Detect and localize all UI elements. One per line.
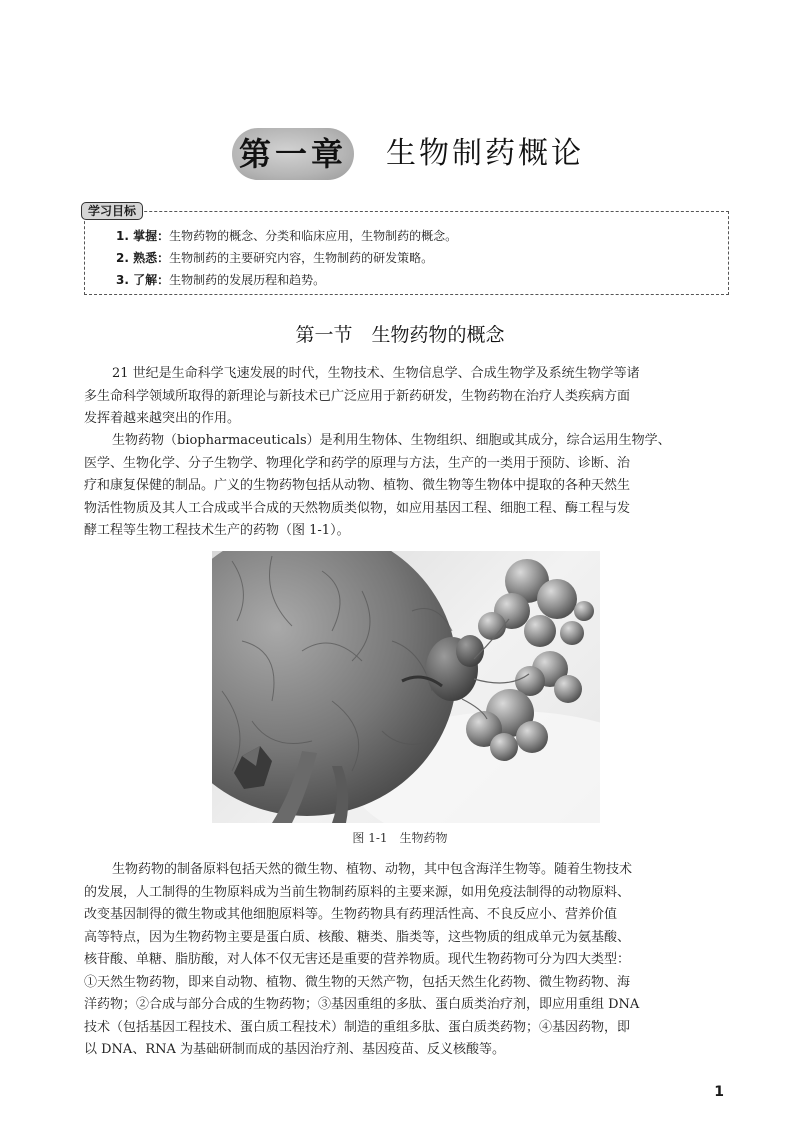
paragraph-line: 物活性物质及其人工合成或半合成的天然物质类似物，如应用基因工程、细胞工程、酶工程与发 — [84, 500, 631, 516]
objective-key: 1. 掌握： — [116, 229, 170, 243]
objective-key: 2. 熟悉： — [116, 251, 170, 265]
paragraph-line: 生物药物的制备原料包括天然的微生物、植物、动物，其中包含海洋生物等。随着生物技术 — [112, 862, 633, 877]
paragraph-1 — [84, 363, 729, 431]
section-title: 第一节 生物药物的概念 — [295, 324, 505, 346]
paragraph-line: 的发展，人工制得的生物原料成为当前生物制药原料的主要来源，如用免疫法制得的动物原料、 — [84, 884, 631, 900]
paragraph-line: 多生命科学领域所取得的新理论与新技术已广泛应用于新药研发，生物药物在治疗人类疾病方面 — [84, 388, 631, 404]
paragraph-2 — [84, 430, 729, 543]
objective-item — [116, 228, 457, 244]
paragraph-line: 酵工程等生物工程技术生产的药物（图 1-1）。 — [84, 523, 350, 538]
paragraph-line: 核苷酸、单糖、脂肪酸，对人体不仅无害还是重要的营养物质。现代生物药物可分为四大类型： — [84, 952, 631, 967]
objective-text: 生物制药的主要研究内容，生物制药的研发策略。 — [169, 251, 434, 265]
chapter-number: 第一章 — [232, 128, 354, 180]
objective-item — [116, 250, 433, 266]
objective-item — [116, 272, 325, 288]
figure-biopharmaceuticals-image — [212, 551, 600, 823]
paragraph-line: 发挥着越来越突出的作用。 — [84, 411, 241, 426]
learning-objectives-label: 学习目标 — [81, 202, 143, 220]
chapter-title: 生物制药概论 — [386, 136, 584, 171]
paragraph-line: 技术（包括基因工程技术、蛋白质工程技术）制造的重组多肽、蛋白质类药物；④基因药物，即 — [84, 1019, 631, 1035]
paragraph-line: 以 DNA、RNA 为基础研制而成的基因治疗剂、基因疫苗、反义核酸等。 — [84, 1042, 506, 1057]
figure-illustration — [212, 551, 600, 823]
paragraph-line: 疗和康复保健的制品。广义的生物药物包括从动物、植物、微生物等生物体中提取的各种天然生 — [84, 478, 631, 493]
paragraph-line: 21 世纪是生命科学飞速发展的时代，生物技术、生物信息学、合成生物学及系统生物学等诸 — [112, 366, 640, 381]
paragraph-line: 高等特点，因为生物药物主要是蛋白质、核酸、糖类、脂类等，这些物质的组成单元为氨基酸、 — [84, 929, 631, 945]
objective-text: 生物制药的发展历程和趋势。 — [169, 273, 326, 287]
paragraph-line: 生物药物（biopharmaceuticals）是利用生物体、生物组织、细胞或其成分，综合运用生物学、 — [112, 433, 671, 448]
paragraph-line: 改变基因制得的微生物或其他细胞原料等。生物药物具有药理活性高、不良反应小、营养价值 — [84, 907, 618, 922]
paragraph-line: 医学、生物化学、分子生物学、物理化学和药学的原理与方法，生产的一类用于预防、诊断、治 — [84, 455, 631, 471]
figure-caption: 图 1-1 生物药物 — [352, 831, 448, 845]
objective-text: 生物药物的概念、分类和临床应用，生物制药的概念。 — [169, 229, 458, 243]
page-number: 1 — [714, 1084, 724, 1100]
paragraph-3 — [84, 859, 729, 1062]
objective-key: 3. 了解： — [116, 273, 170, 287]
chapter-header — [0, 126, 800, 182]
paragraph-line: 洋药物；②合成与部分合成的生物药物；③基因重组的多肽、蛋白质类治疗剂，即应用重组 DNA — [84, 997, 640, 1012]
paragraph-line: ①天然生物药物，即来自动物、植物、微生物的天然产物，包括天然生化药物、微生物药物、海 — [84, 974, 631, 990]
